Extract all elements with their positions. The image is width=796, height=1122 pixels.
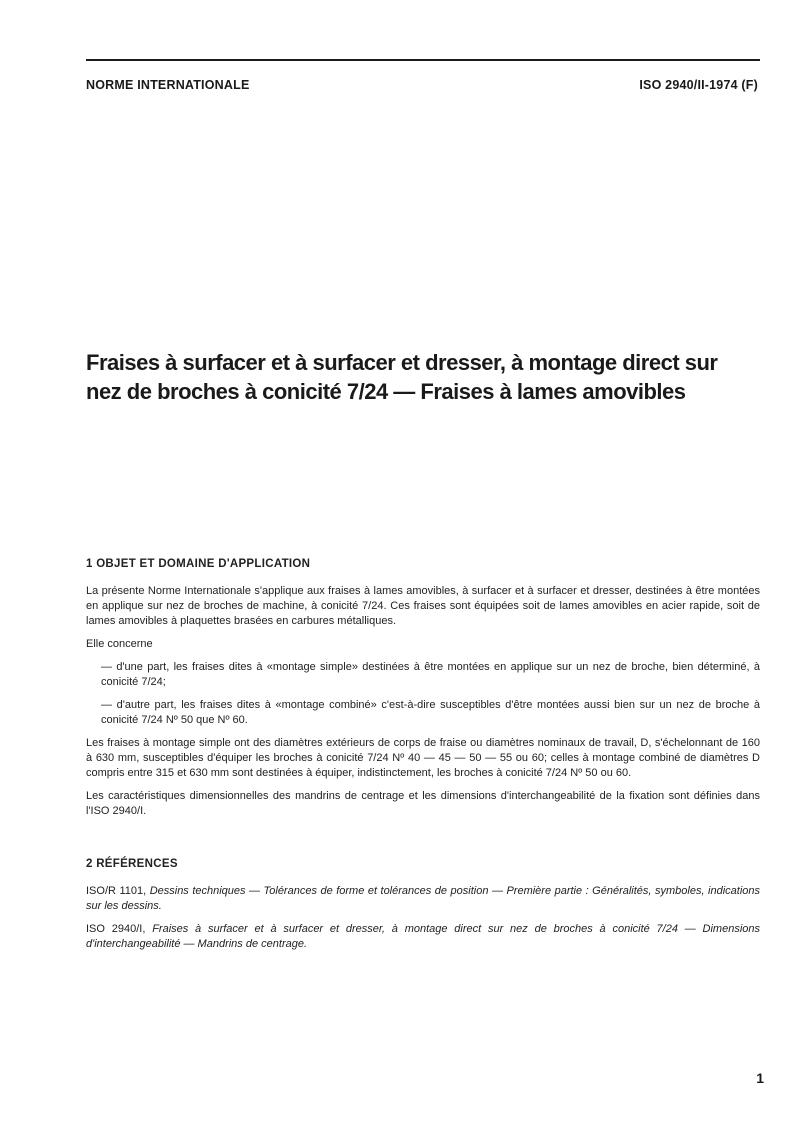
title-line-2: nez de broches à conicité 7/24 — Fraises à lames amovibles	[86, 379, 686, 404]
paragraph: Les caractéristiques dimensionnelles des mandrins de centrage et les dimensions d'interchangeabilité de la fixation sont définies dans l'ISO 2940/I.	[86, 790, 760, 817]
reference-title: Dessins techniques — Tolérances de forme et tolérances de position — Première partie : Généralités, symboles, indications sur les dessins.	[86, 885, 760, 912]
reference-item	[86, 922, 760, 952]
reference-code: ISO/R 1101,	[86, 885, 150, 897]
section-heading: 1 OBJET ET DOMAINE D'APPLICATION	[86, 558, 311, 570]
section-heading: 2 RÉFÉRENCES	[86, 858, 178, 870]
reference-title: Fraises à surfacer et à surfacer et dresser, à montage direct sur nez de broches à conicité 7/24 — Dimensions d'interchangeabilité — Mandrins de centrage.	[86, 923, 761, 950]
page-number: 1	[756, 1070, 764, 1086]
paragraph: Les fraises à montage simple ont des diamètres extérieurs de corps de fraise ou diamètres nominaux de travail, D, s'échelonnant de 160 à 630 mm, susceptibles d'équiper les broches à conicité 7/24 Nº 40 — 45 — 50 — 55 ou 60; celles à montage combiné de diamètres D compris entre 315 et 630 mm sont destinées à équiper, indistinctement, les broches à conicité 7/24 Nº 50 ou 60.	[86, 737, 760, 779]
paragraph: Elle concerne	[86, 638, 153, 650]
header-rule	[86, 59, 760, 61]
reference-code: ISO 2940/I,	[86, 923, 153, 935]
section-references	[86, 857, 760, 960]
paragraph: La présente Norme Internationale s'applique aux fraises à lames amovibles, à surfacer et à surfacer et dresser, destinées à être montées en applique sur nez de broches de machine, à conicité 7/24. Ces fraises sont équipées soit de lames amovibles en acier rapide, soit de lames amovibles à plaquettes brasées en carbures métalliques.	[86, 585, 760, 627]
list-item: — d'autre part, les fraises dites à «montage combiné» c'est-à-dire susceptibles d'être montées aussi bien sur un nez de broche à conicité 7/24 Nº 50 que Nº 60.	[101, 699, 760, 726]
document-type: NORME INTERNATIONALE	[86, 78, 250, 92]
title-line-1: Fraises à surfacer et à surfacer et dresser, à montage direct sur	[86, 350, 718, 375]
reference-item	[86, 884, 760, 914]
section-scope	[86, 557, 760, 827]
document-reference: ISO 2940/II-1974 (F)	[639, 78, 758, 92]
list-item: — d'une part, les fraises dites à «montage simple» destinées à être montées en applique sur un nez de broche, bien déterminé, à conicité 7/24;	[101, 661, 760, 688]
document-title	[86, 348, 776, 406]
